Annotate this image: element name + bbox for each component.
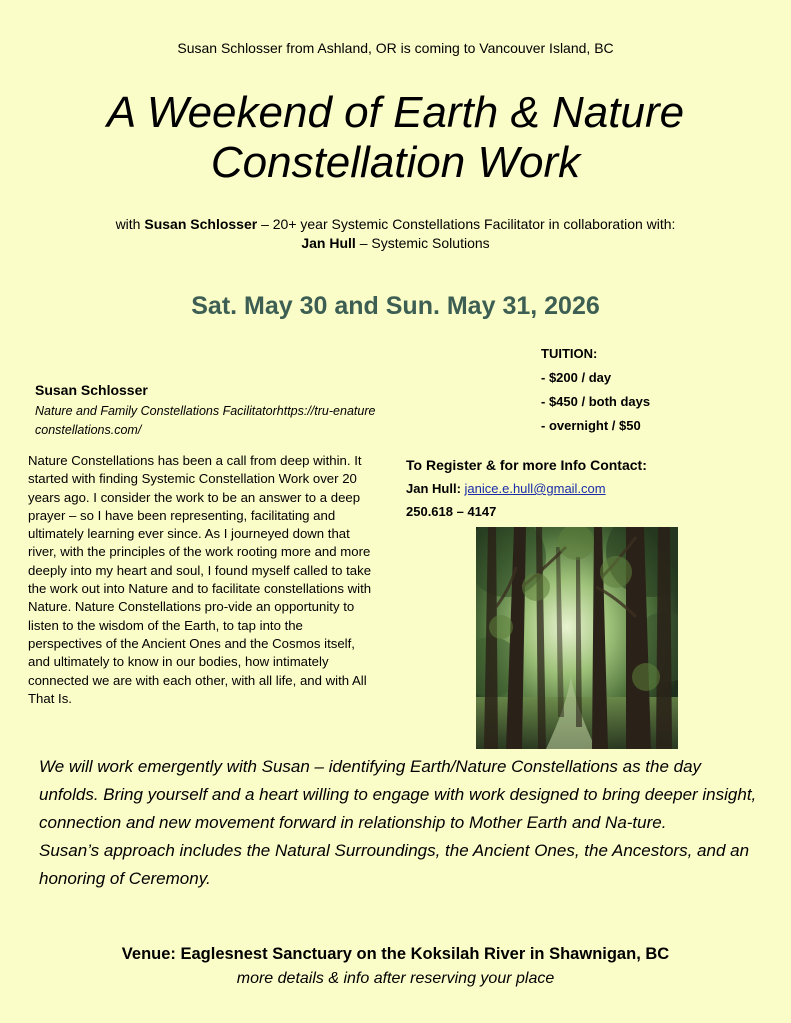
facilitator-name: Susan Schlosser bbox=[144, 216, 258, 232]
collaborator-description: – Systemic Solutions bbox=[355, 235, 490, 251]
venue-subtext: more details & info after reserving your place bbox=[236, 970, 555, 987]
page-title bbox=[0, 88, 791, 188]
tuition-item: - overnight / $50 bbox=[541, 418, 641, 433]
collaborator-line bbox=[0, 235, 791, 251]
tuition-item: - $200 / day bbox=[541, 370, 612, 385]
event-dates: Sat. May 30 and Sun. May 31, 2026 bbox=[191, 292, 600, 320]
bio-text: Nature Constellations has been a call from deep within. It started with finding Systemic Constellation Work over 20 years ago. I consider the work to be an answer to a deep prayer – so I have been representing, facilitating and ultimately learning ever since. As I journeyed down that river, with the principles of the work rooting more and more deeply into my heart and soul, I found myself called to take the work out into Nature and to facilitate constellations with Nature. Nature Constellations pro-vide an opportunity to listen to the wisdom of the Earth, to tap into the perspectives of the Ancient Ones and the Cosmos itself, and ultimately to know in our bodies, how intimately connected we are with each other, with all life, and with All That Is. bbox=[28, 453, 372, 706]
contact-heading: To Register & for more Info Contact: bbox=[406, 457, 647, 473]
tuition-item: - $450 / both days bbox=[541, 394, 651, 409]
tuition-block bbox=[541, 342, 650, 438]
facilitator-description: – 20+ year Systemic Constellations Facilitator in collaboration with: bbox=[257, 216, 676, 232]
title-line-2: Constellation Work bbox=[210, 138, 581, 187]
intro-line: Susan Schlosser from Ashland, OR is coming to Vancouver Island, BC bbox=[177, 40, 614, 56]
contact-phone: 250.618 – 4147 bbox=[406, 504, 497, 519]
title-line-1: A Weekend of Earth & Nature bbox=[106, 88, 685, 137]
contact-email-link[interactable]: janice.e.hull@gmail.com bbox=[464, 481, 606, 496]
description-paragraph-2: Susan’s approach includes the Natural Surroundings, the Ancient Ones, the Ancestors, and an honoring of Ceremony. bbox=[39, 841, 750, 888]
description-paragraph-1: We will work emergently with Susan – identifying Earth/Nature Constellations as the day unfolds. Bring yourself and a heart willing to engage with work designed to bring deeper insight, connection and new movement forward in relationship to Mother Earth and Na-ture. bbox=[39, 757, 757, 832]
bio-name: Susan Schlosser bbox=[35, 382, 148, 398]
facilitator-prefix: with bbox=[115, 216, 145, 232]
collaborator-name: Jan Hull bbox=[301, 235, 356, 251]
event-description bbox=[39, 753, 759, 893]
bio-role[interactable]: Nature and Family Constellations Facilitatorhttps://tru-enatureconstellations.com/ bbox=[35, 404, 376, 437]
contact-email-line bbox=[406, 481, 606, 496]
facilitator-line bbox=[0, 216, 791, 232]
contact-label: Jan Hull: bbox=[406, 481, 461, 496]
tuition-heading: TUITION: bbox=[541, 346, 598, 361]
venue: Venue: Eaglesnest Sanctuary on the Koksilah River in Shawnigan, BC bbox=[121, 945, 670, 963]
forest-photo bbox=[476, 527, 678, 749]
forest-photo-icon bbox=[476, 527, 678, 749]
